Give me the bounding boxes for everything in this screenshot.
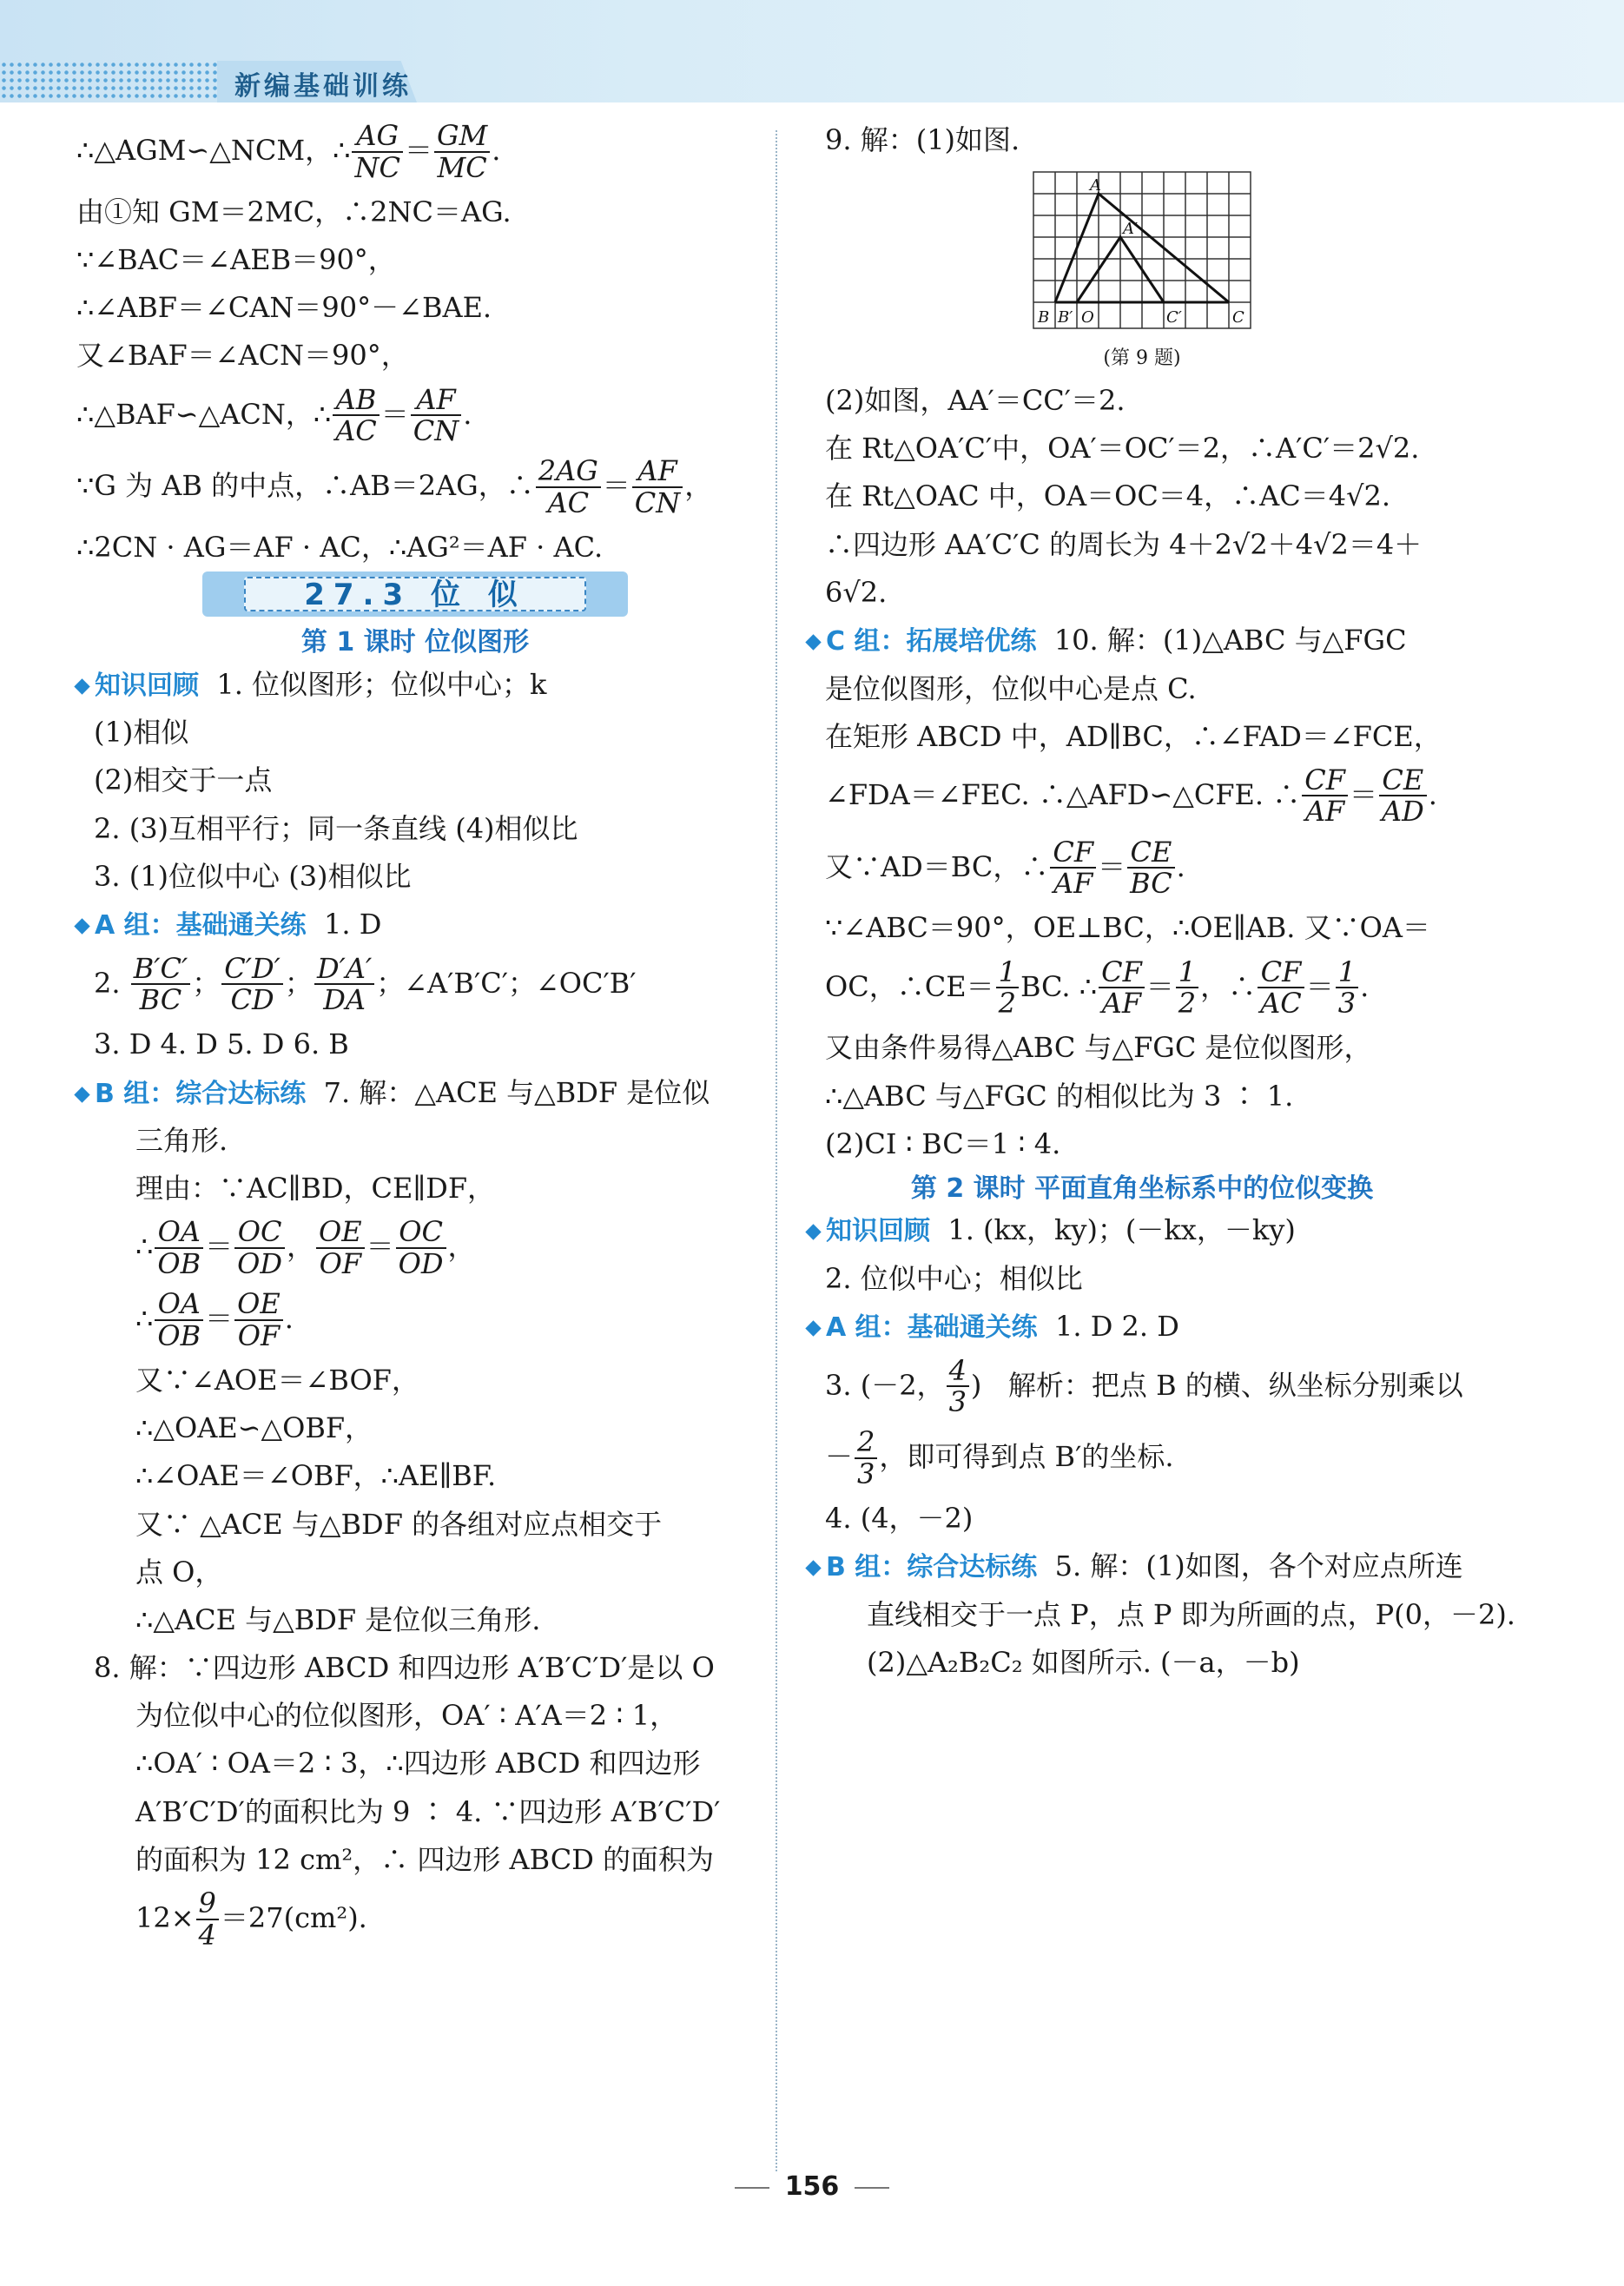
text: ∴△BAF∽△ACN，∴ bbox=[76, 397, 332, 431]
label-b-prime: B′ bbox=[1058, 308, 1073, 327]
text: ，即可得到点 B′的坐标. bbox=[879, 1440, 1174, 1474]
answer-line: ∴四边形 AA′C′C 的周长为 4＋2√2＋4√2＝4＋ bbox=[825, 527, 1423, 561]
category-tag: C 组：拓展培优练 bbox=[808, 626, 1036, 657]
fraction: $\frac{CF}{AF}$ bbox=[1302, 766, 1348, 828]
fraction: $\frac{AF}{CN}$ bbox=[411, 386, 461, 447]
fraction: $\frac{CE}{AD}$ bbox=[1379, 766, 1427, 828]
answer-line: 在矩形 ABCD 中，AD∥BC，∴∠FAD＝∠FCE， bbox=[825, 719, 1442, 753]
fraction: $\frac{AF}{CN}$ bbox=[632, 457, 683, 519]
answer-line: 2. (3)互相平行；同一条直线 (4)相似比 bbox=[94, 811, 578, 845]
answer-line: ∴△ACE 与△BDF 是位似三角形. bbox=[135, 1602, 541, 1636]
footer-dash bbox=[855, 2187, 889, 2189]
label-o: O bbox=[1081, 308, 1094, 327]
fraction: $\frac{GM}{MC}$ bbox=[434, 122, 490, 183]
figure-9 bbox=[808, 168, 1476, 342]
fraction: $\frac{D'A'}{DA}$ bbox=[314, 955, 374, 1016]
diamond-icon bbox=[805, 634, 821, 650]
text: 解析：把点 B 的横、纵坐标分别乘以 bbox=[1007, 1368, 1463, 1402]
answer-line: － $\frac{2}{3}$ ，即可得到点 B′的坐标. bbox=[825, 1425, 1174, 1491]
text: 1. (kx，ky)；(－kx，－ky) bbox=[947, 1213, 1296, 1247]
fraction: $\frac{1}{2}$ bbox=[1176, 958, 1198, 1020]
diamond-icon bbox=[74, 918, 89, 934]
fraction: $\frac{AG}{NC}$ bbox=[352, 122, 402, 183]
answer-line: ∴△OAE∽△OBF， bbox=[135, 1411, 373, 1445]
fraction: $\frac{OA}{OB}$ bbox=[155, 1218, 203, 1279]
fraction: $\frac{C'D'}{CD}$ bbox=[221, 955, 283, 1016]
answer-line: A′B′C′D′的面积比为 9 ∶ 4. ∵四边形 A′B′C′D′ bbox=[135, 1794, 721, 1828]
answer-line: ∵G 为 AB 的中点，∴AB＝2AG，∴ $\frac{2AG}{AC}$ ＝ $\frac{AF}{CN}$ ， bbox=[76, 454, 713, 519]
point-labels bbox=[1037, 176, 1244, 327]
answer-line: 理由：∵AC∥BD，CE∥DF， bbox=[135, 1172, 496, 1206]
text: ∴△AGM∽△NCM，∴ bbox=[76, 133, 351, 167]
answer-line: 9. 解：(1)如图. bbox=[825, 123, 1020, 156]
page-number: 156 bbox=[784, 2171, 840, 2202]
text: 1. 位似图形；位似中心；k bbox=[216, 667, 547, 701]
text: ＝27(cm²). bbox=[220, 1900, 367, 1934]
left-column bbox=[76, 119, 754, 1952]
answer-line: ∴∠OAE＝∠OBF，∴AE∥BF. bbox=[135, 1459, 497, 1493]
answer-line: 直线相交于一点 P，点 P 即为所画的点，P(0，－2). bbox=[867, 1597, 1515, 1631]
answer-line: 的面积为 12 cm²，∴ 四边形 ABCD 的面积为 bbox=[135, 1842, 715, 1876]
answer-line: ∴OA′ ∶ OA＝2 ∶ 3，∴四边形 ABCD 和四边形 bbox=[135, 1747, 701, 1781]
text: ∠FDA＝∠FEC. ∴△AFD∽△CFE. ∴ bbox=[825, 777, 1301, 811]
page-footer bbox=[0, 2171, 1624, 2202]
header-dot-pattern bbox=[0, 61, 217, 99]
label-a-prime: A′ bbox=[1123, 220, 1139, 239]
fraction: $\frac{AB}{AC}$ bbox=[333, 386, 380, 447]
answer-line: 为位似中心的位似图形，OA′ ∶ A′A＝2 ∶ 1， bbox=[135, 1699, 678, 1733]
lesson-title: 第 1 课时 位似图形 bbox=[300, 627, 530, 658]
fraction: $\frac{2AG}{AC}$ bbox=[536, 457, 601, 519]
answer-line: 又∵ △ACE 与△BDF 的各组对应点相交于 bbox=[135, 1507, 663, 1541]
fraction: $\frac{OA}{OB}$ bbox=[155, 1290, 203, 1351]
fraction: $\frac{1}{2}$ bbox=[996, 958, 1019, 1020]
answer-line: ∴∠ABF＝∠CAN＝90°－∠BAE. bbox=[76, 291, 492, 325]
diamond-icon bbox=[74, 678, 89, 694]
text: 1. D 2. D bbox=[1055, 1310, 1179, 1344]
fraction: $\frac{OC}{OD}$ bbox=[234, 1218, 285, 1279]
answer-line bbox=[808, 1212, 1476, 1250]
figure-caption: (第 9 题) bbox=[1103, 347, 1181, 370]
answer-line: 12× $\frac{9}{4}$ ＝27(cm²). bbox=[135, 1886, 367, 1952]
text: 7. 解：△ACE 与△BDF 是位似 bbox=[323, 1075, 710, 1109]
answer-line bbox=[808, 622, 1476, 660]
diamond-icon bbox=[74, 1087, 89, 1102]
book-title: 新编基础训练 bbox=[234, 71, 412, 102]
answer-line: 又∵AD＝BC，∴ $\frac{CF}{AF}$ ＝ $\frac{CE}{BC}$ . bbox=[825, 835, 1185, 901]
answer-line: 2. 位似中心；相似比 bbox=[825, 1261, 1083, 1295]
answer-line: ∴2CN · AG＝AF · AC，∴AG²＝AF · AC. bbox=[76, 531, 604, 565]
answer-line: 三角形. bbox=[135, 1124, 228, 1157]
text: OC，∴CE＝ bbox=[825, 969, 994, 1003]
lesson-title: 第 2 课时 平面直角坐标系中的位似变换 bbox=[910, 1173, 1374, 1204]
diamond-icon bbox=[805, 1561, 821, 1576]
answer-line: 又∵∠AOE＝∠BOF， bbox=[135, 1363, 419, 1397]
category-tag: A 组：基础通关练 bbox=[76, 910, 307, 941]
grid-lines bbox=[1033, 172, 1251, 328]
answer-line bbox=[808, 1308, 1476, 1346]
text: ∵G 为 AB 的中点，∴AB＝2AG，∴ bbox=[76, 469, 534, 503]
fraction: $\frac{CF}{AF}$ bbox=[1099, 958, 1145, 1020]
category-tag: B 组：综合达标练 bbox=[808, 1552, 1037, 1582]
fraction: $\frac{OE}{OF}$ bbox=[234, 1290, 283, 1351]
answer-line: (2)△A₂B₂C₂ 如图所示. (－a，－b) bbox=[867, 1646, 1300, 1680]
answer-line: (2)CI ∶ BC＝1 ∶ 4. bbox=[825, 1126, 1061, 1160]
answer-line: ∴△ABC 与△FGC 的相似比为 3 ∶ 1. bbox=[825, 1079, 1294, 1113]
answer-line: 8. 解：∵四边形 ABCD 和四边形 A′B′C′D′是以 O bbox=[94, 1651, 715, 1685]
category-tag: A 组：基础通关练 bbox=[808, 1312, 1038, 1343]
text: 又∵AD＝BC，∴ bbox=[825, 849, 1049, 883]
text: 1. D bbox=[324, 908, 382, 941]
answer-line: ∠FDA＝∠FEC. ∴△AFD∽△CFE. ∴ $\frac{CF}{AF}$ ＝ $\frac{CE}{AD}$ . bbox=[825, 763, 1437, 829]
category-tag: B 组：综合达标练 bbox=[76, 1079, 306, 1109]
answer-line: ∵∠BAC＝∠AEB＝90°， bbox=[76, 242, 396, 276]
answer-line: ∴△BAF∽△ACN，∴ $\frac{AB}{AC}$ ＝ $\frac{AF}{CN}$ . bbox=[76, 382, 472, 448]
answer-line: 又由条件易得△ABC 与△FGC 是位似图形， bbox=[825, 1031, 1372, 1065]
answer-line: ∴△AGM∽△NCM，∴ $\frac{AG}{NC}$ ＝ $\frac{GM}{MC}$ . bbox=[76, 119, 501, 184]
fraction: $\frac{OE}{OF}$ bbox=[316, 1218, 365, 1279]
right-column bbox=[808, 122, 1515, 1681]
answer-line: 在 Rt△OA′C′中，OA′＝OC′＝2，∴A′C′＝2√2. bbox=[825, 432, 1420, 466]
answer-line: 6√2. bbox=[825, 575, 888, 609]
answer-line bbox=[76, 906, 754, 944]
answer-line: (1)相似 bbox=[94, 716, 189, 750]
answer-line: OC，∴CE＝ $\frac{1}{2}$ BC. ∴ $\frac{CF}{AF}$ ＝ $\frac{1}{2}$ ，∴ $\frac{CF}{AC}$ ＝ $\frac{1}{3}$ . bbox=[825, 955, 1370, 1021]
answer-line: (2)相交于一点 bbox=[94, 763, 273, 797]
answer-line: 3. (－2， $\frac{4}{3}$ ) 解析：把点 B 的横、纵坐标分别乘以 bbox=[825, 1353, 1463, 1419]
answer-line: 3. (1)位似中心 (3)相似比 bbox=[94, 859, 412, 893]
diamond-icon bbox=[805, 1320, 821, 1336]
fraction: $\frac{1}{3}$ bbox=[1336, 958, 1358, 1020]
fraction: $\frac{4}{3}$ bbox=[947, 1357, 969, 1418]
fraction: $\frac{B'C'}{BC}$ bbox=[131, 955, 191, 1016]
text: 5. 解：(1)如图，各个对应点所连 bbox=[1054, 1549, 1463, 1583]
label-a: A bbox=[1090, 176, 1101, 195]
section-title: 27.3 位 似 bbox=[244, 577, 586, 611]
answer-line: 由①知 GM＝2MC，∴2NC＝AG. bbox=[76, 195, 512, 228]
fraction: $\frac{9}{4}$ bbox=[196, 1889, 219, 1951]
answer-line bbox=[808, 1548, 1476, 1586]
section-title-box bbox=[202, 572, 628, 617]
fraction: $\frac{OC}{OD}$ bbox=[396, 1218, 446, 1279]
answer-line: ∴ $\frac{OA}{OB}$ ＝ $\frac{OC}{OD}$ ， $\frac{OE}{OF}$ ＝ $\frac{OC}{OD}$ ， bbox=[135, 1215, 476, 1280]
answer-line: (2)如图，AA′＝CC′＝2. bbox=[825, 384, 1126, 418]
answer-line: ∴ $\frac{OA}{OB}$ ＝ $\frac{OE}{OF}$ . bbox=[135, 1287, 294, 1352]
category-tag: 知识回顾 bbox=[76, 671, 199, 701]
answer-line: ∵∠ABC＝90°，OE⊥BC，∴OE∥AB. 又∵OA＝ bbox=[825, 911, 1430, 945]
answer-line: 在 Rt△OAC 中，OA＝OC＝4，∴AC＝4√2. bbox=[825, 479, 1391, 513]
column-divider bbox=[776, 130, 777, 2171]
answer-line bbox=[76, 1074, 754, 1113]
answer-line: 又∠BAF＝∠ACN＝90°， bbox=[76, 339, 409, 373]
answer-line: 2. $\frac{B'C'}{BC}$ ； $\frac{C'D'}{CD}$ ； $\frac{D'A'}{DA}$ ；∠A′B′C′；∠OC′B′ bbox=[94, 951, 637, 1017]
answer-line: 是位似图形，位似中心是点 C. bbox=[825, 671, 1197, 705]
answer-line: 3. D 4. D 5. D 6. B bbox=[94, 1027, 349, 1061]
fraction: $\frac{2}{3}$ bbox=[855, 1428, 877, 1490]
footer-dash bbox=[735, 2187, 769, 2189]
label-c-prime: C′ bbox=[1166, 308, 1182, 327]
label-c: C bbox=[1232, 308, 1244, 327]
answer-line bbox=[76, 666, 754, 704]
answer-line: 点 O， bbox=[135, 1555, 223, 1589]
answer-line: 4. (4，－2) bbox=[825, 1502, 974, 1536]
fraction: $\frac{CF}{AF}$ bbox=[1050, 838, 1096, 900]
grid-diagram bbox=[1029, 168, 1255, 333]
diamond-icon bbox=[805, 1225, 821, 1240]
fraction: $\frac{CE}{BC}$ bbox=[1127, 838, 1175, 900]
text: 10. 解：(1)△ABC 与△FGC bbox=[1053, 624, 1407, 657]
label-b: B bbox=[1038, 308, 1050, 327]
fraction: $\frac{CF}{AC}$ bbox=[1258, 958, 1304, 1020]
category-tag: 知识回顾 bbox=[808, 1216, 930, 1246]
text: ；∠A′B′C′；∠OC′B′ bbox=[376, 966, 637, 1000]
